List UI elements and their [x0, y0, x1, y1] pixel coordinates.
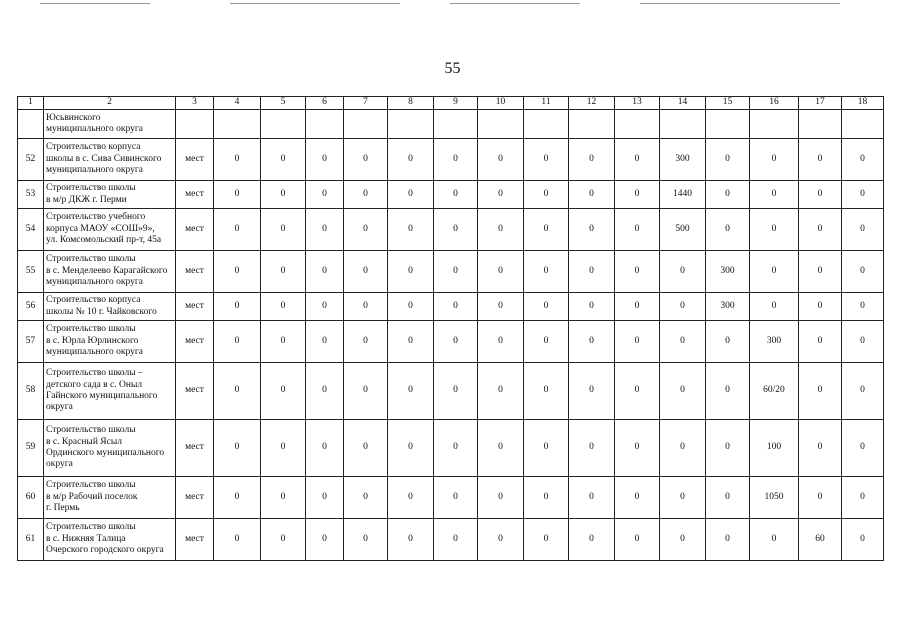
value-cell: 60/20 — [750, 363, 799, 420]
project-name-line: муниципального округа — [46, 165, 144, 176]
project-name — [44, 363, 176, 420]
value-cell: 0 — [478, 251, 524, 293]
data-table — [17, 96, 884, 561]
value-cell: 0 — [706, 181, 750, 209]
value-cell: 0 — [344, 420, 388, 477]
value-cell: 0 — [261, 321, 306, 363]
project-name-line: Строительство школы — [46, 425, 136, 436]
project-name — [44, 251, 176, 293]
value-cell: 0 — [706, 420, 750, 477]
value-cell: 300 — [660, 139, 706, 181]
value-cell: 0 — [706, 139, 750, 181]
column-header: 18 — [842, 97, 884, 110]
value-cell: 0 — [524, 519, 569, 561]
value-cell: 0 — [434, 519, 478, 561]
value-cell: 0 — [750, 251, 799, 293]
value-cell: 0 — [344, 477, 388, 519]
project-name — [44, 420, 176, 477]
project-name-line: муниципального округа — [46, 277, 144, 288]
value-cell: 0 — [706, 477, 750, 519]
row-number: 54 — [18, 209, 44, 251]
unit-cell: мест — [176, 251, 214, 293]
unit-cell: мест — [176, 181, 214, 209]
value-cell: 60 — [799, 519, 842, 561]
value-cell: 0 — [388, 209, 434, 251]
value-cell: 0 — [344, 209, 388, 251]
value-cell: 0 — [388, 139, 434, 181]
value-cell: 0 — [615, 293, 660, 321]
value-cell: 0 — [388, 363, 434, 420]
value-cell: 0 — [434, 181, 478, 209]
value-cell: 0 — [842, 139, 884, 181]
column-header: 2 — [44, 97, 176, 110]
value-cell: 0 — [344, 181, 388, 209]
value-cell: 1440 — [660, 181, 706, 209]
value-cell: 0 — [799, 363, 842, 420]
column-header: 12 — [569, 97, 615, 110]
value-cell: 0 — [478, 293, 524, 321]
value-cell: 0 — [660, 251, 706, 293]
column-header: 11 — [524, 97, 569, 110]
value-cell: 0 — [799, 181, 842, 209]
value-cell: 0 — [569, 293, 615, 321]
value-cell — [478, 110, 524, 139]
project-name-line: школы № 10 г. Чайковского — [46, 306, 157, 317]
row-number: 57 — [18, 321, 44, 363]
value-cell: 0 — [434, 363, 478, 420]
value-cell: 0 — [750, 293, 799, 321]
project-name — [44, 110, 176, 139]
column-header: 10 — [478, 97, 524, 110]
unit-cell: мест — [176, 139, 214, 181]
value-cell: 0 — [660, 420, 706, 477]
value-cell: 0 — [842, 363, 884, 420]
row-number: 52 — [18, 139, 44, 181]
value-cell: 0 — [261, 363, 306, 420]
value-cell: 0 — [214, 477, 261, 519]
value-cell: 0 — [434, 251, 478, 293]
project-name-line: Ординского муниципального — [46, 448, 165, 458]
value-cell: 0 — [524, 363, 569, 420]
value-cell: 0 — [524, 181, 569, 209]
value-cell: 0 — [388, 321, 434, 363]
value-cell: 0 — [261, 251, 306, 293]
value-cell: 0 — [388, 293, 434, 321]
value-cell: 0 — [344, 139, 388, 181]
value-cell: 0 — [615, 139, 660, 181]
project-name-line: Строительство школы – — [46, 368, 143, 379]
value-cell: 0 — [524, 420, 569, 477]
value-cell: 0 — [434, 293, 478, 321]
value-cell: 0 — [615, 209, 660, 251]
value-cell: 0 — [615, 477, 660, 519]
value-cell: 0 — [842, 209, 884, 251]
value-cell: 0 — [799, 251, 842, 293]
row-number — [18, 110, 44, 139]
table-row — [18, 110, 884, 139]
value-cell — [569, 110, 615, 139]
value-cell — [750, 110, 799, 139]
value-cell: 0 — [750, 139, 799, 181]
column-header: 13 — [615, 97, 660, 110]
project-name-line: округа — [46, 459, 73, 470]
value-cell: 0 — [569, 321, 615, 363]
value-cell: 0 — [478, 181, 524, 209]
value-cell: 0 — [842, 293, 884, 321]
project-name-line: в м/р Рабочий поселок — [46, 491, 138, 502]
value-cell: 0 — [306, 251, 344, 293]
value-cell: 0 — [660, 477, 706, 519]
value-cell: 0 — [660, 321, 706, 363]
project-name-line: Строительство школы — [46, 480, 136, 491]
value-cell: 0 — [344, 321, 388, 363]
value-cell: 0 — [569, 477, 615, 519]
value-cell: 0 — [306, 321, 344, 363]
project-name-line: в с. Юрла Юрлинского — [46, 335, 139, 346]
value-cell: 0 — [842, 519, 884, 561]
table-row — [18, 293, 884, 321]
page-number: 55 — [444, 60, 461, 77]
value-cell: 0 — [615, 363, 660, 420]
project-name — [44, 139, 176, 181]
scan-artifact-line — [230, 3, 400, 4]
header-row — [18, 97, 884, 110]
value-cell: 0 — [569, 139, 615, 181]
value-cell — [842, 110, 884, 139]
value-cell: 0 — [660, 363, 706, 420]
scan-artifact-line — [40, 3, 150, 4]
value-cell: 0 — [750, 519, 799, 561]
value-cell — [344, 110, 388, 139]
value-cell: 0 — [842, 181, 884, 209]
column-header: 5 — [261, 97, 306, 110]
value-cell — [706, 110, 750, 139]
value-cell: 0 — [660, 293, 706, 321]
value-cell: 0 — [214, 519, 261, 561]
value-cell — [214, 110, 261, 139]
value-cell: 0 — [388, 477, 434, 519]
row-number: 53 — [18, 181, 44, 209]
row-number: 55 — [18, 251, 44, 293]
value-cell: 0 — [388, 181, 434, 209]
value-cell: 0 — [842, 321, 884, 363]
value-cell: 0 — [214, 420, 261, 477]
value-cell: 0 — [524, 209, 569, 251]
column-header: 6 — [306, 97, 344, 110]
value-cell: 0 — [569, 363, 615, 420]
row-number: 61 — [18, 519, 44, 561]
value-cell: 0 — [261, 209, 306, 251]
value-cell: 0 — [434, 420, 478, 477]
scan-artifact-line — [640, 3, 840, 4]
value-cell: 0 — [842, 420, 884, 477]
value-cell: 0 — [306, 420, 344, 477]
column-header: 8 — [388, 97, 434, 110]
project-name — [44, 209, 176, 251]
project-name-line: в с. Нижняя Талица — [46, 533, 126, 544]
table-row — [18, 519, 884, 561]
table-row — [18, 420, 884, 477]
project-name-line: Юсьвинского — [46, 112, 101, 123]
project-name-line: Строительство школы — [46, 324, 136, 335]
value-cell: 1050 — [750, 477, 799, 519]
value-cell: 0 — [478, 363, 524, 420]
value-cell: 0 — [214, 139, 261, 181]
value-cell: 0 — [388, 519, 434, 561]
value-cell: 0 — [524, 251, 569, 293]
value-cell: 0 — [306, 181, 344, 209]
value-cell: 0 — [478, 420, 524, 477]
value-cell: 0 — [434, 477, 478, 519]
value-cell: 0 — [261, 139, 306, 181]
value-cell: 0 — [799, 420, 842, 477]
value-cell: 0 — [615, 181, 660, 209]
value-cell: 100 — [750, 420, 799, 477]
value-cell: 0 — [306, 519, 344, 561]
value-cell: 0 — [569, 209, 615, 251]
value-cell: 0 — [214, 251, 261, 293]
project-name-line: корпуса МАОУ «СОШ»9», — [46, 223, 155, 234]
project-name-line: Строительство корпуса — [46, 295, 141, 306]
project-name — [44, 519, 176, 561]
value-cell: 0 — [799, 293, 842, 321]
unit-cell: мест — [176, 321, 214, 363]
value-cell: 0 — [569, 181, 615, 209]
value-cell — [434, 110, 478, 139]
value-cell: 0 — [524, 293, 569, 321]
value-cell — [261, 110, 306, 139]
table-row — [18, 363, 884, 420]
value-cell: 0 — [344, 293, 388, 321]
value-cell: 0 — [615, 420, 660, 477]
table-row — [18, 251, 884, 293]
value-cell: 0 — [478, 519, 524, 561]
unit-cell: мест — [176, 519, 214, 561]
value-cell: 0 — [478, 477, 524, 519]
project-name-line: муниципального округа — [46, 124, 144, 134]
value-cell — [306, 110, 344, 139]
column-header: 7 — [344, 97, 388, 110]
value-cell: 0 — [434, 321, 478, 363]
unit-cell: мест — [176, 209, 214, 251]
value-cell: 0 — [306, 477, 344, 519]
project-name-line: г. Пермь — [46, 503, 80, 514]
value-cell: 0 — [660, 519, 706, 561]
value-cell: 0 — [344, 251, 388, 293]
value-cell: 0 — [706, 209, 750, 251]
value-cell — [615, 110, 660, 139]
row-number: 58 — [18, 363, 44, 420]
column-header: 14 — [660, 97, 706, 110]
project-name-line: детского сада в с. Оныл — [46, 379, 143, 390]
value-cell: 0 — [306, 293, 344, 321]
value-cell: 0 — [306, 139, 344, 181]
value-cell: 0 — [569, 420, 615, 477]
value-cell: 0 — [478, 139, 524, 181]
project-name-line: Гайнского муниципального — [46, 391, 158, 401]
value-cell: 0 — [615, 321, 660, 363]
value-cell: 0 — [524, 139, 569, 181]
column-header: 17 — [799, 97, 842, 110]
value-cell: 0 — [524, 321, 569, 363]
value-cell: 0 — [214, 209, 261, 251]
value-cell: 0 — [388, 251, 434, 293]
project-name-line: ул. Комсомольский пр-т, 45а — [46, 235, 162, 246]
column-header: 3 — [176, 97, 214, 110]
value-cell: 0 — [750, 181, 799, 209]
unit-cell: мест — [176, 293, 214, 321]
table-row — [18, 209, 884, 251]
project-name-line: в с. Красный Ясыл — [46, 436, 122, 447]
value-cell: 0 — [434, 209, 478, 251]
value-cell: 0 — [478, 321, 524, 363]
value-cell: 0 — [569, 251, 615, 293]
value-cell: 0 — [706, 321, 750, 363]
project-name-line: Строительство учебного — [46, 212, 146, 223]
project-name-line: Очерского городского округа — [46, 545, 164, 556]
project-name-line: в с. Менделеево Карагайского — [46, 265, 168, 276]
value-cell: 0 — [261, 420, 306, 477]
value-cell: 0 — [434, 139, 478, 181]
unit-cell — [176, 110, 214, 139]
row-number: 56 — [18, 293, 44, 321]
unit-cell: мест — [176, 420, 214, 477]
value-cell: 300 — [706, 293, 750, 321]
table-row — [18, 139, 884, 181]
project-name-line: муниципального округа — [46, 347, 144, 358]
project-name-line: округа — [46, 402, 73, 413]
project-name — [44, 477, 176, 519]
value-cell: 0 — [750, 209, 799, 251]
value-cell: 300 — [706, 251, 750, 293]
project-name-line: Строительство корпуса — [46, 142, 141, 153]
value-cell: 0 — [706, 519, 750, 561]
value-cell: 0 — [799, 477, 842, 519]
value-cell — [524, 110, 569, 139]
project-name-line: Строительство школы — [46, 522, 136, 533]
column-header: 9 — [434, 97, 478, 110]
value-cell: 0 — [214, 293, 261, 321]
row-number: 60 — [18, 477, 44, 519]
value-cell — [799, 110, 842, 139]
value-cell: 0 — [799, 139, 842, 181]
scan-artifact-line — [450, 3, 580, 4]
value-cell — [388, 110, 434, 139]
project-name — [44, 293, 176, 321]
table-row — [18, 477, 884, 519]
column-header: 4 — [214, 97, 261, 110]
value-cell: 0 — [615, 519, 660, 561]
project-name — [44, 181, 176, 209]
value-cell: 0 — [344, 363, 388, 420]
value-cell: 0 — [261, 181, 306, 209]
value-cell: 300 — [750, 321, 799, 363]
value-cell: 0 — [842, 477, 884, 519]
value-cell: 0 — [615, 251, 660, 293]
column-header: 15 — [706, 97, 750, 110]
project-name-line: Строительство школы — [46, 183, 136, 194]
value-cell: 0 — [569, 519, 615, 561]
value-cell — [660, 110, 706, 139]
row-number: 59 — [18, 420, 44, 477]
unit-cell: мест — [176, 477, 214, 519]
value-cell: 0 — [344, 519, 388, 561]
unit-cell: мест — [176, 363, 214, 420]
table-row — [18, 181, 884, 209]
value-cell: 0 — [842, 251, 884, 293]
project-name — [44, 321, 176, 363]
value-cell: 0 — [799, 209, 842, 251]
value-cell: 0 — [799, 321, 842, 363]
table-row — [18, 321, 884, 363]
project-name-line: в м/р ДКЖ г. Перми — [46, 194, 127, 205]
value-cell: 500 — [660, 209, 706, 251]
value-cell: 0 — [306, 209, 344, 251]
project-name-line: Строительство школы — [46, 254, 136, 265]
project-name-line: школы в с. Сива Сивинского — [46, 153, 162, 164]
value-cell: 0 — [214, 181, 261, 209]
value-cell: 0 — [388, 420, 434, 477]
value-cell: 0 — [261, 519, 306, 561]
value-cell: 0 — [524, 477, 569, 519]
column-header: 1 — [18, 97, 44, 110]
value-cell: 0 — [214, 321, 261, 363]
value-cell: 0 — [478, 209, 524, 251]
value-cell: 0 — [261, 477, 306, 519]
value-cell: 0 — [306, 363, 344, 420]
column-header: 16 — [750, 97, 799, 110]
value-cell: 0 — [706, 363, 750, 420]
value-cell: 0 — [214, 363, 261, 420]
value-cell: 0 — [261, 293, 306, 321]
